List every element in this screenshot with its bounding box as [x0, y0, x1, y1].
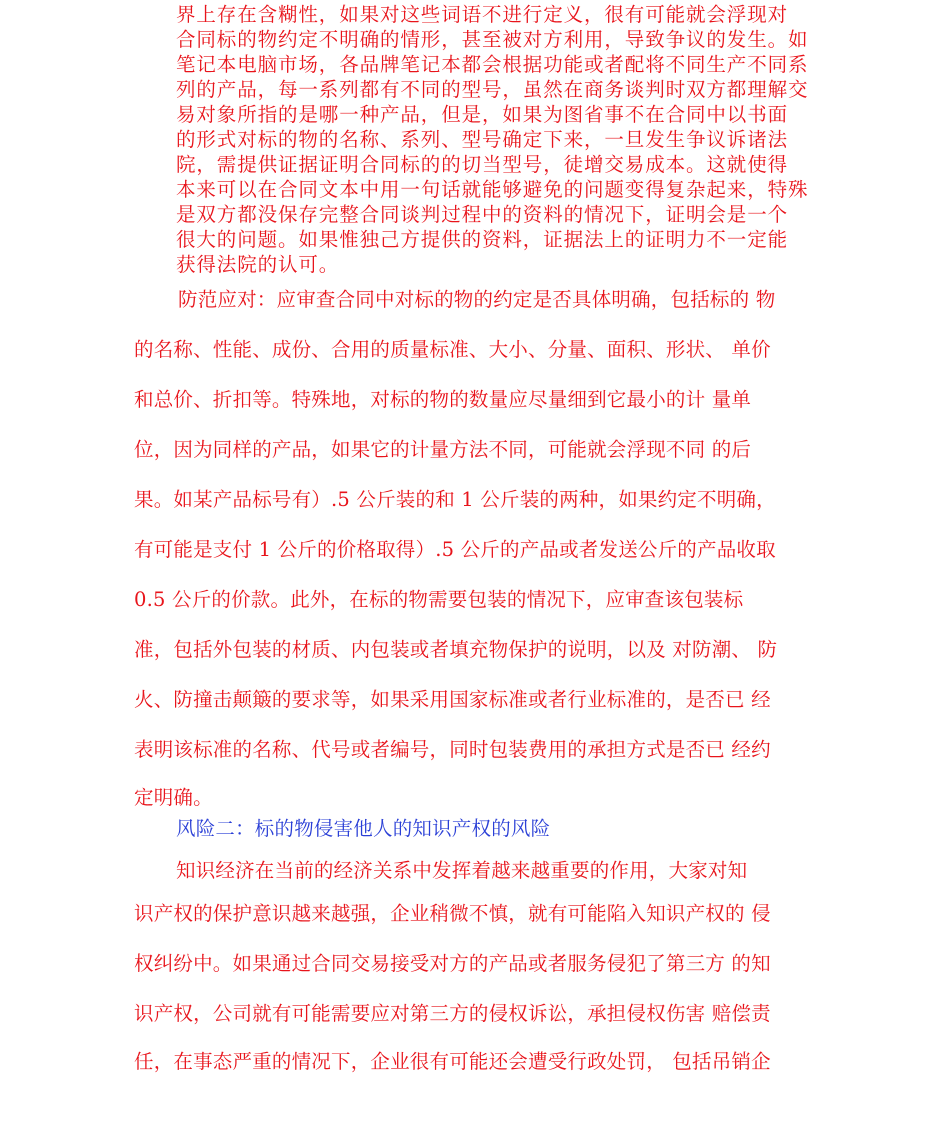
paragraph-3-line: 识产权，公司就有可能需要应对第三方的侵权诉讼，承担侵权伤害 赔偿责: [134, 1002, 771, 1025]
paragraph-2-line: 有可能是支付 1 公斤的价格取得）.5 公斤的产品或者发送公斤的产品收取: [134, 538, 776, 561]
paragraph-1-line: 本来可以在合同文本中用一句话就能够避免的问题变得复杂起来，特殊: [176, 178, 809, 201]
paragraph-1-line: 院，需提供证据证明合同标的的切当型号，徒增交易成本。这就使得: [176, 153, 789, 176]
section-heading: 风险二：标的物侵害他人的知识产权的风险: [176, 817, 551, 840]
paragraph-3-line: 任，在事态严重的情况下，企业很有可能还会遭受行政处罚， 包括吊销企: [134, 1050, 771, 1073]
paragraph-1-line: 是双方都没保存完整合同谈判过程中的资料的情况下，证明会是一个: [176, 203, 789, 226]
paragraph-2-line: 定明确。: [134, 786, 213, 809]
paragraph-1-line: 的形式对标的物的名称、系列、型号确定下来，一旦发生争议诉诸法: [176, 128, 789, 151]
paragraph-1-line: 笔记本电脑市场，各品牌笔记本都会根据功能或者配将不同生产不同系: [176, 53, 809, 76]
paragraph-2-line: 表明该标准的名称、代号或者编号，同时包装费用的承担方式是否已 经约: [134, 738, 771, 761]
paragraph-1-line: 获得法院的认可。: [176, 253, 340, 276]
paragraph-3-line: 知识经济在当前的经济关系中发挥着越来越重要的作用，大家对知: [176, 859, 748, 882]
paragraph-2-line: 果。如某产品标号有）.5 公斤装的和 1 公斤装的两种，如果约定不明确，: [134, 488, 776, 511]
paragraph-2-line: 准，包括外包装的材质、内包装或者填充物保护的说明，以及 对防潮、 防: [134, 638, 778, 661]
paragraph-2-line: 0.5 公斤的价款。此外，在标的物需要包装的情况下，应审查该包装标: [134, 588, 744, 611]
paragraph-3-line: 识产权的保护意识越来越强，企业稍微不慎，就有可能陷入知识产权的 侵: [134, 902, 771, 925]
paragraph-2-line: 防范应对：应审查合同中对标的物的约定是否具体明确，包括标的 物: [178, 288, 776, 311]
paragraph-2-line: 火、防撞击颠簸的要求等，如果采用国家标准或者行业标准的，是否已 经: [134, 688, 771, 711]
paragraph-1-line: 界上存在含糊性，如果对这些词语不进行定义，很有可能就会浮现对: [176, 3, 789, 26]
paragraph-1-line: 合同标的物约定不明确的情形，甚至被对方利用，导致争议的发生。如: [176, 28, 809, 51]
paragraph-2-line: 的名称、性能、成份、合用的质量标准、大小、分量、面积、形状、 单价: [134, 338, 771, 361]
paragraph-1-line: 很大的问题。如果惟独己方提供的资料，证据法上的证明力不一定能: [176, 228, 789, 251]
paragraph-2-line: 位，因为同样的产品，如果它的计量方法不同，可能就会浮现不同 的后: [134, 438, 752, 461]
paragraph-3-line: 权纠纷中。如果通过合同交易接受对方的产品或者服务侵犯了第三方 的知: [134, 952, 771, 975]
paragraph-2-line: 和总价、折扣等。特殊地，对标的物的数量应尽量细到它最小的计 量单: [134, 388, 752, 411]
paragraph-1-line: 易对象所指的是哪一种产品，但是，如果为图省事不在合同中以书面: [176, 103, 789, 126]
paragraph-1-line: 列的产品，每一系列都有不同的型号，虽然在商务谈判时双方都理解交: [176, 78, 809, 101]
